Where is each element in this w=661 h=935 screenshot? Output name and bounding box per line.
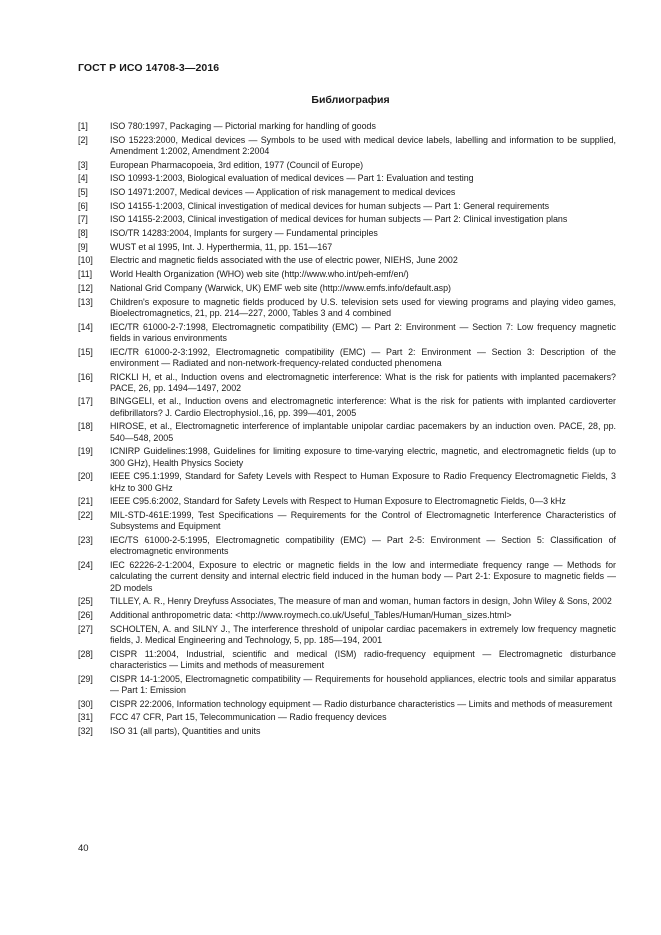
- bibliography-entry-number: [1]: [78, 121, 88, 131]
- bibliography-entry-number: [30]: [78, 698, 93, 709]
- bibliography-entry-number: [17]: [78, 396, 93, 407]
- bibliography-list: [78, 121, 616, 740]
- bibliography-entry-text: European Pharmacopoeia, 3rd edition, 1977 (Council of Europe): [110, 159, 364, 170]
- bibliography-entry-number: [21]: [78, 496, 93, 507]
- bibliography-entry-text: IEC/TS 61000-2-5:1995, Electromagnetic compatibility (EMC) — Part 2-5: Environment — Section 5: Classification of electromagnetic environments: [110, 535, 616, 557]
- bibliography-entry-text: CISPR 11:2004, Industrial, scientific and medical (ISM) radio-frequency equipment — Electromagnetic disturbance characteristics — Limits and methods of measurement: [110, 648, 616, 671]
- bibliography-entry-number: [18]: [78, 421, 93, 432]
- bibliography-entry-number: [8]: [78, 228, 88, 239]
- bibliography-entry-number: [7]: [78, 214, 88, 225]
- bibliography-entry-number: [20]: [78, 471, 93, 482]
- bibliography-entry: [78, 283, 616, 294]
- bibliography-entry-number: [28]: [78, 648, 93, 659]
- bibliography-entry-text: ISO 14155-2:2003, Clinical investigation of medical devices for human subjects — Part 2: Clinical investigation plans: [110, 214, 568, 225]
- bibliography-entry: [78, 242, 616, 253]
- bibliography-entry: [78, 624, 616, 647]
- bibliography-entry-number: [14]: [78, 321, 93, 332]
- bibliography-entry: [78, 726, 616, 737]
- bibliography-entry-number: [19]: [78, 446, 93, 457]
- bibliography-entry-number: [22]: [78, 510, 93, 521]
- bibliography-entry: [78, 228, 616, 239]
- page-number: 40: [78, 843, 89, 854]
- bibliography-entry: [78, 649, 616, 672]
- bibliography-entry-text: SCHOLTEN, A. and SILNY J., The interference threshold of unipolar cardiac pacemakers in extremely low frequency magnetic fields, J. Medical Engineering and Technology, 5, pp. 185—194, 2001: [110, 623, 616, 646]
- bibliography-entry-text: Electric and magnetic fields associated with the use of electric power, NIEHS, June 2002: [110, 255, 458, 266]
- bibliography-entry: [78, 510, 616, 533]
- bibliography-entry: [78, 269, 616, 280]
- bibliography-entry-text: BINGGELI, et al., Induction ovens and electromagnetic interference: What is the risk for patients with implanted cardioverter defibrillators? J. Cardio Electrophysiol.,16, pp. 399—401, 2005: [110, 396, 616, 418]
- bibliography-entry: [78, 173, 616, 184]
- bibliography-entry: [78, 610, 616, 621]
- standard-header: ГОСТ Р ИСО 14708-3—2016: [78, 62, 220, 74]
- bibliography-entry: [78, 160, 616, 171]
- bibliography-entry-text: IEC/TR 61000-2-7:1998, Electromagnetic compatibility (EMC) — Part 2: Environment — Section 7: Low frequency magnetic fields in various environments: [110, 321, 616, 343]
- bibliography-entry-number: [13]: [78, 296, 93, 307]
- section-title: Библиография: [311, 94, 390, 106]
- bibliography-entry-number: [31]: [78, 712, 93, 723]
- bibliography-entry-text: ISO 14971:2007, Medical devices — Application of risk management to medical devices: [110, 187, 456, 198]
- bibliography-entry-text: ISO 10993-1:2003, Biological evaluation of medical devices — Part 1: Evaluation and testing: [110, 173, 474, 184]
- bibliography-entry: [78, 322, 616, 345]
- bibliography-entry-text: ISO 14155-1:2003, Clinical investigation of medical devices for human subjects — Part 1: General requirements: [110, 200, 550, 211]
- bibliography-entry-text: IEC 62226-2-1:2004, Exposure to electric or magnetic fields in the low and intermediate frequency range — Methods for calculating the current density and internal electric field induced in the human body — Part 2-1: Exposure to magnetic fields — 2D models: [110, 560, 616, 593]
- bibliography-entry: [78, 535, 616, 558]
- bibliography-entry-text: IEC/TR 61000-2-3:1992, Electromagnetic compatibility (EMC) — Part 2: Environment — Section 3: Description of the environment — Radiated and non-network-frequency-related conducted phenomena: [110, 346, 616, 368]
- bibliography-entry-text: MIL-STD-461E:1999, Test Specifications — Requirements for the Control of Electromagnetic Interference Characteristics of Subsystems and Equipment: [110, 510, 616, 532]
- bibliography-entry: [78, 135, 616, 158]
- bibliography-entry-number: [15]: [78, 346, 93, 357]
- bibliography-entry-number: [6]: [78, 200, 88, 211]
- bibliography-entry-text: ISO 780:1997, Packaging — Pictorial marking for handling of goods: [110, 121, 376, 131]
- bibliography-entry: [78, 347, 616, 370]
- bibliography-entry-text: ISO 15223:2000, Medical devices — Symbols to be used with medical device labels, labelling and information to be supplied, Amendment 1:2002, Amendment 2:2004: [110, 134, 616, 156]
- bibliography-entry-number: [26]: [78, 610, 93, 621]
- bibliography-entry-number: [23]: [78, 535, 93, 546]
- bibliography-entry: [78, 496, 616, 507]
- bibliography-entry-number: [12]: [78, 282, 93, 293]
- bibliography-entry: [78, 471, 616, 494]
- bibliography-entry-number: [3]: [78, 159, 88, 170]
- bibliography-entry-text: IEEE C95.6:2002, Standard for Safety Levels with Respect to Human Exposure to Electromagnetic Fields, 0—3 kHz: [110, 496, 566, 507]
- bibliography-entry-text: FCC 47 CFR, Part 15, Telecommunication — Radio frequency devices: [110, 712, 387, 723]
- bibliography-entry-text: ISO/TR 14283:2004, Implants for surgery — Fundamental principles: [110, 228, 378, 239]
- bibliography-entry-number: [10]: [78, 255, 93, 266]
- bibliography-entry-number: [32]: [78, 726, 93, 737]
- bibliography-entry-number: [24]: [78, 560, 93, 571]
- bibliography-entry-text: Additional anthropometric data: <http://www.roymech.co.uk/Useful_Tables/Human/Human_sizes.html>: [110, 610, 512, 621]
- bibliography-entry: [78, 560, 616, 594]
- bibliography-entry: [78, 674, 616, 697]
- bibliography-entry-number: [16]: [78, 371, 93, 382]
- bibliography-entry-text: National Grid Company (Warwick, UK) EMF web site (http://www.emfs.info/default.asp): [110, 282, 451, 293]
- bibliography-entry-text: CISPR 22:2006, Information technology equipment — Radio disturbance characteristics — Limits and methods of measurement: [110, 698, 613, 709]
- bibliography-entry-text: CISPR 14-1:2005, Electromagnetic compatibility — Requirements for household appliances, electric tools and similar apparatus — Part 1: Emission: [110, 673, 616, 695]
- bibliography-entry: [78, 421, 616, 444]
- bibliography-entry-number: [9]: [78, 241, 88, 252]
- bibliography-entry: [78, 396, 616, 419]
- bibliography-entry-text: WUST et al 1995, Int. J. Hyperthermia, 11, pp. 151—167: [110, 241, 333, 252]
- bibliography-entry-number: [25]: [78, 596, 93, 607]
- bibliography-entry-text: IEEE C95.1:1999, Standard for Safety Levels with Respect to Human Exposure to Radio Frequency Electromagnetic Fields, 3 kHz to 300 GHz: [110, 471, 616, 493]
- bibliography-entry: [78, 596, 616, 607]
- bibliography-entry: [78, 255, 616, 266]
- bibliography-entry: [78, 446, 616, 469]
- bibliography-entry: [78, 372, 616, 395]
- bibliography-entry-text: RICKLI H, et al., Induction ovens and electromagnetic interference: What is the risk for patients with implanted pacemakers? PACE, 26, pp. 1494—1497, 2002: [110, 371, 616, 393]
- bibliography-entry-text: HIROSE, et al., Electromagnetic interference of implantable unipolar cardiac pacemakers by an induction oven. PACE, 28, pp. 540—548, 2005: [110, 421, 616, 443]
- bibliography-entry-text: Children's exposure to magnetic fields produced by U.S. television sets used for viewing programs and playing video games, Bioelectromagnetics, 21, pp. 214—227, 2000, Tables 3 and 4 combined: [110, 296, 616, 318]
- bibliography-entry-text: TILLEY, A. R., Henry Dreyfuss Associates, The measure of man and woman, human factors in design, John Wiley & Sons, 2002: [110, 596, 612, 607]
- bibliography-entry: [78, 214, 616, 225]
- bibliography-entry: [78, 187, 616, 198]
- bibliography-entry: [78, 297, 616, 320]
- bibliography-entry-number: [4]: [78, 173, 88, 184]
- bibliography-entry-number: [29]: [78, 673, 93, 684]
- bibliography-entry: [78, 699, 616, 710]
- bibliography-entry-text: ICNIRP Guidelines:1998, Guidelines for limiting exposure to time-varying electric, magnetic, and electromagnetic fields (up to 300 GHz), Health Physics Society: [110, 446, 616, 468]
- bibliography-entry-text: World Health Organization (WHO) web site (http://www.who.int/peh-emf/en/): [110, 269, 409, 280]
- bibliography-entry-number: [11]: [78, 269, 93, 280]
- bibliography-entry-number: [5]: [78, 187, 88, 198]
- bibliography-entry: [78, 712, 616, 723]
- bibliography-entry-number: [27]: [78, 623, 93, 634]
- bibliography-entry: [78, 201, 616, 212]
- bibliography-entry: [78, 121, 616, 132]
- bibliography-entry-number: [2]: [78, 134, 88, 145]
- bibliography-entry-text: ISO 31 (all parts), Quantities and units: [110, 726, 261, 737]
